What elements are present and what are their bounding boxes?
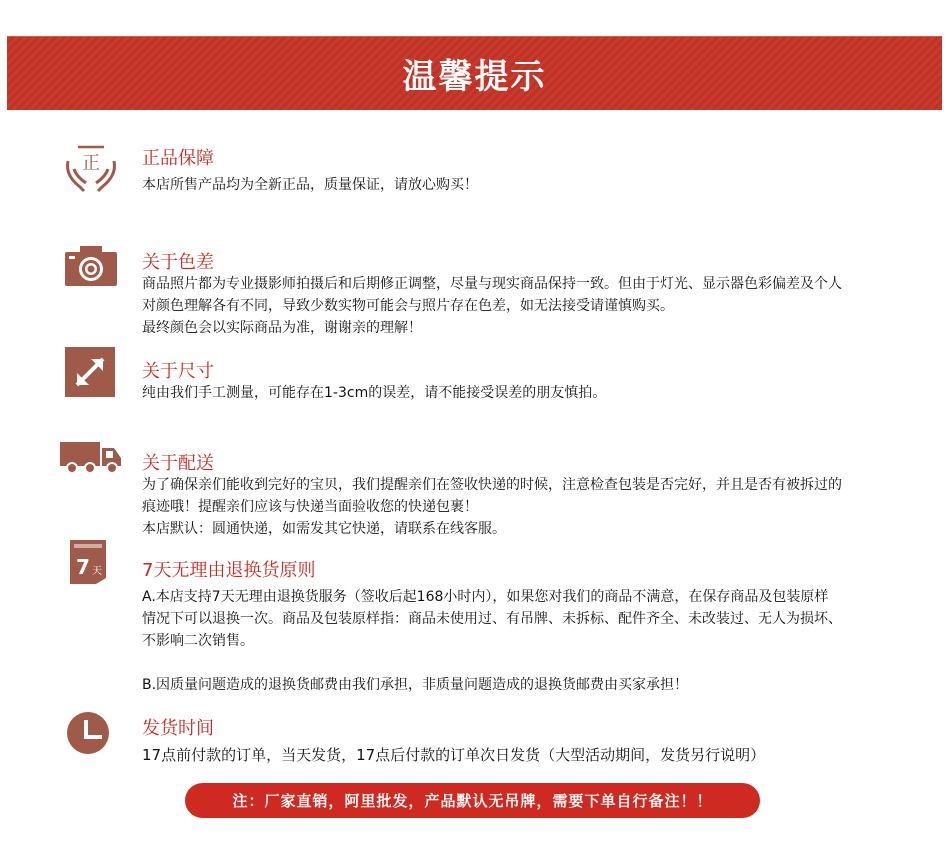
resize-arrow-icon: [65, 347, 115, 397]
seven-day-unit: 天: [92, 566, 102, 577]
notice-banner: 注：厂家直销，阿里批发，产品默认无吊牌，需要下单自行备注！！: [185, 783, 760, 818]
text-line: 商品照片都为专业摄影师拍摄后和后期修正调整，尽量与现实商品保持一致。但由于灯光、显示器色彩偏差及个人: [142, 276, 842, 292]
text-line: 不影响二次销售。: [142, 633, 254, 649]
section-body-delivery: [142, 474, 932, 540]
seven-day-number: 7: [76, 555, 90, 579]
section-body-return: [142, 586, 932, 696]
header-banner: [7, 36, 942, 110]
text-line: 本店所售产品均为全新正品，质量保证，请放心购买！: [142, 177, 478, 193]
seven-day-calendar-icon: [66, 538, 110, 586]
camera-icon: [64, 244, 118, 288]
section-title-return: 7天无理由退换货原则: [142, 560, 316, 581]
section-title-color: 关于色差: [142, 252, 214, 273]
section-body-genuine: [142, 174, 932, 196]
page-title: 温馨提示: [402, 57, 547, 97]
section-title-size: 关于尺寸: [142, 361, 214, 382]
section-title-shipping: 发货时间: [142, 718, 214, 739]
section-title-genuine: 正品保障: [142, 148, 214, 169]
section-body-color: [142, 273, 932, 339]
genuine-icon-glyph: 正: [82, 153, 100, 174]
section-body-shipping: [142, 744, 932, 766]
section-body-size: [142, 382, 932, 404]
text-line: 为了确保亲们能收到完好的宝贝，我们提醒亲们在签收快递的时候，注意检查包装是否完好，并且是否有被拆过的: [142, 477, 842, 493]
text-line: 17点前付款的订单，当天发货，17点后付款的订单次日发货（大型活动期间，发货另行说明）: [142, 746, 766, 764]
text-line: 痕迹哦！提醒亲们应该与快递当面验收您的快递包裹！: [142, 499, 478, 515]
text-line: 纯由我们手工测量，可能存在1-3cm的误差，请不能接受误差的朋友慎拍。: [142, 385, 607, 401]
section-title-delivery: 关于配送: [142, 453, 214, 474]
text-line: B.因质量问题造成的退换货邮费由我们承担，非质量问题造成的退换货邮费由买家承担！: [142, 677, 689, 693]
text-line: 情况下可以退换一次。商品及包装原样指：商品未使用过、有吊牌、未拆标、配件齐全、未改装过、无人为损坏、: [142, 611, 842, 627]
text-line: 本店默认：圆通快递，如需发其它快递，请联系在线客服。: [142, 521, 506, 537]
genuine-hands-icon: [64, 143, 118, 195]
text-line: 最终颜色会以实际商品为准，谢谢亲的理解！: [142, 320, 422, 336]
text-line: 对颜色理解各有不同，导致少数实物可能会与照片存在色差，如无法接受请谨慎购买。: [142, 298, 674, 314]
text-line: A.本店支持7天无理由退换货服务（签收后起168小时内），如果您对我们的商品不满意，在保存商品及包装原样: [142, 589, 829, 605]
truck-icon: [60, 440, 122, 476]
clock-icon: [66, 711, 110, 755]
